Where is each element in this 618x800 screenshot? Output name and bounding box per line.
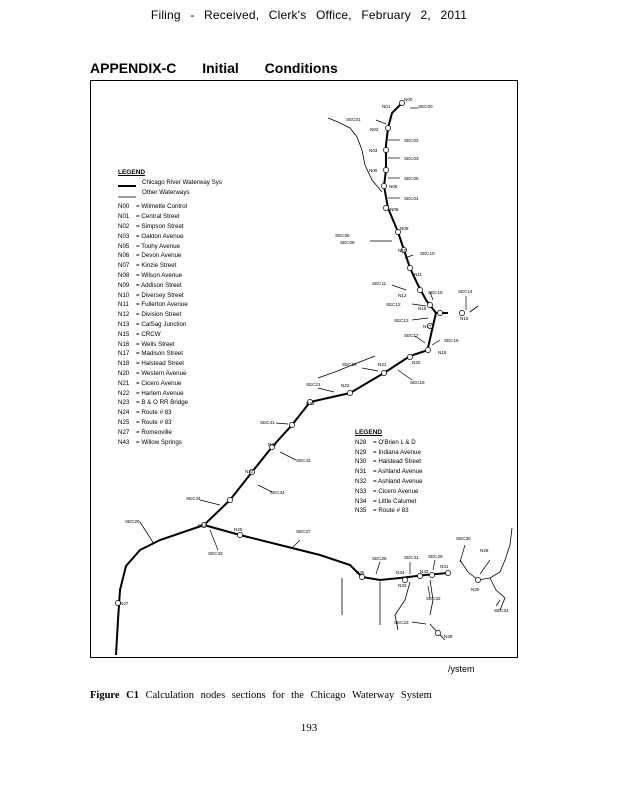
- legend-node-code: N11: [118, 301, 129, 309]
- node-label: N30: [471, 587, 480, 592]
- legend-node-code: N32: [355, 477, 367, 485]
- legend-node-row: [355, 477, 423, 487]
- legend-node-list: [355, 438, 423, 516]
- section-label: SEC42: [296, 458, 311, 463]
- node-label: N10: [398, 248, 407, 253]
- legend-node-name: = Ashland Avenue: [373, 468, 423, 476]
- legend-node-row: [118, 232, 222, 242]
- section-label: SEC27: [296, 529, 311, 534]
- page-number: 193: [300, 722, 318, 734]
- appendix-title: APPENDIX-C Initial Conditions: [90, 60, 338, 76]
- section-label: SEC44: [186, 496, 201, 501]
- figure-caption: [90, 690, 432, 701]
- node-label: N31: [440, 564, 449, 569]
- legend-node-name: = Simpson Street: [136, 222, 184, 230]
- legend-node-code: N30: [355, 458, 367, 466]
- section-label: SEC01: [346, 117, 361, 122]
- section-label: SEC11: [372, 281, 387, 286]
- legend-node-code: N35: [355, 507, 367, 515]
- legend-node-code: N31: [355, 468, 367, 476]
- legend-node-name: = Madison Street: [136, 350, 183, 358]
- legend-node-row: [118, 202, 222, 212]
- legend-node-row: [355, 467, 423, 477]
- section-label: SEC02: [404, 138, 419, 143]
- node-label: N08: [390, 207, 399, 212]
- section-label: SEC17: [404, 333, 419, 338]
- section-label: SEC23: [394, 620, 409, 625]
- legend-node-row: [118, 281, 222, 291]
- node-label: N02: [370, 127, 379, 132]
- legend-node-name: = Route # 83: [136, 409, 172, 417]
- section-label: SEC05: [404, 176, 419, 181]
- legend-node-code: N20: [118, 369, 130, 377]
- legend-node-code: N24: [118, 409, 130, 417]
- legend-node-code: N00: [118, 203, 130, 211]
- legend-node-name: = Touhy Avenue: [136, 242, 180, 250]
- legend-line-item: Other Waterways: [142, 188, 190, 196]
- section-label: SEC18: [342, 362, 357, 367]
- legend-secondary: [355, 428, 423, 516]
- node-label: N13: [198, 523, 207, 528]
- legend-node-row: [355, 506, 423, 516]
- legend-node-name: = Devon Avenue: [136, 252, 182, 260]
- legend-node-name: = Ashland Avenue: [373, 477, 423, 485]
- legend-node-row: [118, 300, 222, 310]
- legend-node-row: [118, 398, 222, 408]
- legend-node-code: N33: [355, 487, 367, 495]
- section-label: SEC29: [428, 554, 443, 559]
- node-label: N23: [306, 401, 315, 406]
- node-label: N16: [418, 306, 427, 311]
- legend-node-code: N15: [118, 330, 130, 338]
- legend-node-name: = Indiana Avenue: [373, 448, 421, 456]
- legend-node-code: N06: [118, 252, 130, 260]
- legend-node-name: = Fullerton Avenue: [136, 301, 188, 309]
- legend-title: LEGEND: [355, 429, 383, 436]
- legend-node-code: N17: [118, 350, 130, 358]
- node-label: N20: [412, 360, 421, 365]
- section-label: SEC13: [394, 318, 409, 323]
- legend-node-row: [118, 222, 222, 232]
- legend-node-code: N10: [118, 291, 130, 299]
- legend-node-row: [118, 438, 222, 448]
- legend-node-row: [118, 261, 222, 271]
- legend-node-row: [118, 359, 222, 369]
- legend-node-code: N22: [118, 389, 130, 397]
- legend-node-name: = Cicero Avenue: [373, 487, 419, 495]
- section-label: SEC16: [444, 338, 459, 343]
- legend-node-name: = Wilson Avenue: [136, 271, 183, 279]
- legend-node-name: = Route # 83: [136, 418, 172, 426]
- legend-node-code: N29: [355, 448, 367, 456]
- legend-node-code: N34: [355, 497, 367, 505]
- legend-node-name: = Halstead Street: [136, 360, 184, 368]
- legend-node-row: [118, 408, 222, 418]
- legend-node-name: = Harlem Avenue: [136, 389, 184, 397]
- legend-node-name: = Halstead Street: [373, 458, 421, 466]
- node-label: N35: [356, 570, 365, 575]
- node-label: N21: [378, 362, 387, 367]
- legend-node-row: [355, 497, 423, 507]
- node-label: N43: [268, 442, 277, 447]
- legend-node-code: N27: [118, 428, 130, 436]
- node-label: N24: [245, 469, 254, 474]
- section-label: SEC19: [410, 380, 425, 385]
- legend-node-name: = Oakton Avenue: [136, 232, 184, 240]
- section-label: SEC14: [458, 289, 473, 294]
- legend-node-name: = B & O RR Bridge: [136, 399, 189, 407]
- legend-node-code: N12: [118, 311, 130, 319]
- legend-node-row: [118, 212, 222, 222]
- legend-node-code: N16: [118, 340, 130, 348]
- node-label: N09: [400, 226, 409, 231]
- node-label: N22: [341, 383, 350, 388]
- legend-node-code: N13: [118, 320, 130, 328]
- section-label: SEC33: [208, 551, 223, 556]
- node-label: N29: [480, 548, 489, 553]
- legend-line-item: Chicago River Waterway Sys: [142, 178, 222, 186]
- node-label: N01: [382, 104, 391, 109]
- legend-node-row: [118, 310, 222, 320]
- legend-node-row: [118, 251, 222, 261]
- section-label: SEC03: [404, 156, 419, 161]
- legend-node-code: N43: [118, 438, 130, 446]
- node-label: N25: [234, 527, 243, 532]
- caption-label: Figure C1: [90, 690, 140, 701]
- section-label: SEC04: [404, 196, 419, 201]
- legend-node-row: [118, 369, 222, 379]
- legend-node-row: [118, 271, 222, 281]
- legend-node-row: [355, 487, 423, 497]
- legend-node-code: N08: [118, 271, 130, 279]
- section-label: SEC00: [418, 104, 433, 109]
- section-label: SEC21: [306, 382, 321, 387]
- legend-node-row: [118, 330, 222, 340]
- legend-node-name: = Wells Street: [136, 340, 175, 348]
- node-label: N18: [438, 350, 447, 355]
- section-label: SEC34: [270, 490, 285, 495]
- legend-node-code: N07: [118, 262, 130, 270]
- legend-node-name: = Division Street: [136, 311, 182, 319]
- legend-title: LEGEND: [118, 169, 146, 176]
- legend-node-row: [118, 291, 222, 301]
- node-label: N15: [460, 316, 469, 321]
- node-label: N03: [369, 148, 378, 153]
- legend-node-code: N18: [118, 360, 130, 368]
- legend-node-row: [355, 457, 423, 467]
- legend-node-name: = Western Avenue: [136, 369, 187, 377]
- node-label: N27: [120, 601, 129, 606]
- section-label: SEC10: [420, 251, 435, 256]
- node-label: N00: [404, 97, 413, 102]
- section-label: SEC41: [260, 420, 275, 425]
- legend-node-name: = Route # 83: [373, 507, 409, 515]
- node-label: N17: [423, 324, 432, 329]
- node-label: N33: [398, 583, 407, 588]
- filing-header: Filing - Received, Clerk's Office, February 2, 2011: [150, 8, 468, 22]
- node-label: N28: [444, 634, 453, 639]
- legend-node-row: [118, 320, 222, 330]
- node-label: N05: [369, 168, 378, 173]
- node-label: N06: [389, 184, 398, 189]
- section-label: SEC31: [404, 555, 419, 560]
- legend-node-name: = CalSag Junction: [136, 320, 187, 328]
- legend-node-row: [355, 448, 423, 458]
- legend-node-code: N28: [355, 438, 367, 446]
- section-label: SEC30: [456, 536, 471, 541]
- legend-node-name: = Willow Springs: [136, 438, 182, 446]
- legend-node-name: = Wilmette Control: [136, 203, 188, 211]
- legend-node-code: N05: [118, 242, 130, 250]
- section-label: SEC28: [372, 556, 387, 561]
- legend-node-row: [118, 379, 222, 389]
- legend-node-name: = Central Street: [136, 213, 180, 221]
- legend-node-code: N25: [118, 418, 130, 426]
- legend-node-code: N21: [118, 379, 130, 387]
- section-label: SEC06: [335, 233, 350, 238]
- legend-node-row: [118, 242, 222, 252]
- legend-node-name: = CRCW: [136, 330, 161, 338]
- system-label: /ystem: [448, 664, 475, 674]
- legend-node-row: [118, 340, 222, 350]
- section-label: SEC32: [426, 596, 441, 601]
- legend-node-name: = O'Brien L & D: [373, 438, 416, 446]
- legend-node-code: N01: [118, 213, 130, 221]
- legend-node-code: N09: [118, 281, 130, 289]
- section-label: SEC24: [494, 608, 509, 613]
- legend-node-name: = Diversey Street: [136, 291, 184, 299]
- legend-main: [118, 168, 222, 447]
- legend-node-name: = Addison Street: [136, 281, 182, 289]
- legend-node-code: N23: [118, 399, 130, 407]
- legend-node-row: [118, 418, 222, 428]
- legend-node-name: = Little Calumet: [373, 497, 417, 505]
- legend-node-code: N02: [118, 222, 130, 230]
- section-label: SEC15: [428, 290, 443, 295]
- section-label: SEC08: [340, 240, 355, 245]
- legend-node-name: = Romeoville: [136, 428, 172, 436]
- node-label: N11: [414, 272, 423, 277]
- legend-node-row: [355, 438, 423, 448]
- node-label: N12: [398, 293, 407, 298]
- caption-text: Calculation nodes sections for the Chicago Waterway System: [145, 690, 432, 701]
- section-label: SEC26: [125, 519, 140, 524]
- legend-node-code: N03: [118, 232, 130, 240]
- node-label: N32: [420, 569, 429, 574]
- section-label: SEC12: [386, 302, 401, 307]
- legend-node-list: [118, 202, 222, 447]
- legend-node-row: [118, 389, 222, 399]
- legend-node-row: [118, 428, 222, 438]
- legend-node-name: = Cicero Avenue: [136, 379, 182, 387]
- node-label: N34: [396, 570, 405, 575]
- legend-node-row: [118, 349, 222, 359]
- legend-node-name: = Kinzie Street: [136, 262, 177, 270]
